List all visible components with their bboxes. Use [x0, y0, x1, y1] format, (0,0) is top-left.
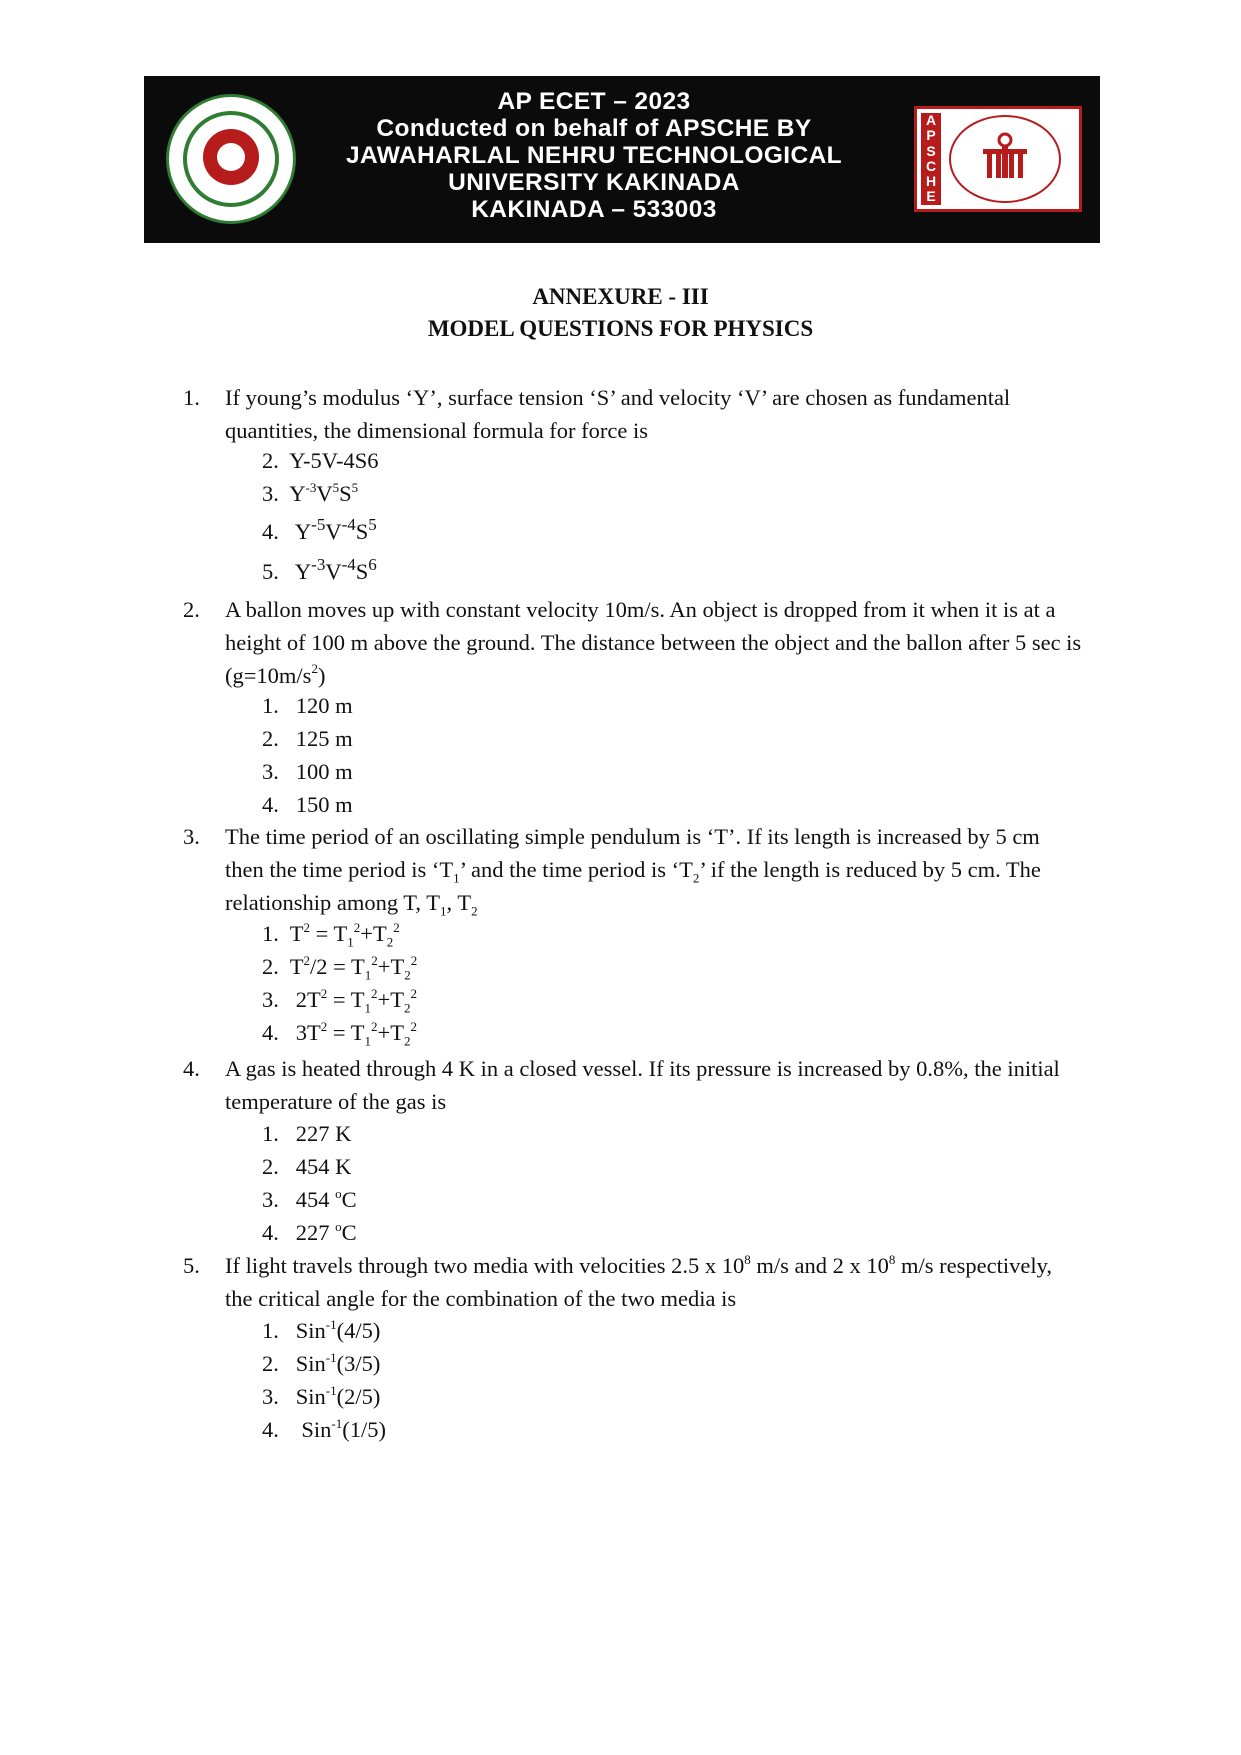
apsche-vertical-text: A P S C H E: [921, 113, 941, 205]
rose-emblem-icon: [203, 129, 259, 185]
banner-line-1: AP ECET – 2023: [497, 88, 691, 115]
option-q4-3: 3. 454 $^o$C: [262, 1185, 357, 1212]
banner-line-4: UNIVERSITY KAKINADA: [448, 169, 740, 196]
option-q2-1: 1. 120 m: [262, 693, 353, 718]
option-q5-2: 2. Sin$^{-1}$(3/5): [262, 1349, 381, 1376]
banner-title: [294, 88, 894, 223]
banner-line-2: Conducted on behalf of APSCHE BY: [376, 115, 812, 142]
option-q3-2: 2. $T^2/2 = T_1^2+T_2^2$: [262, 952, 418, 983]
option-q3-3: 3. $2T^2 = T_1^2+T_2^2$: [262, 985, 417, 1016]
annexure-heading: ANNEXURE - III: [532, 284, 709, 309]
option-q2-2: 2. 125 m: [262, 726, 353, 751]
option-q4-1: 1. 227 K: [262, 1121, 352, 1146]
question-text: A ballon moves up with constant velocity 10m/s. An object is dropped from it when it is at a height of 100 m above the ground. The distance between the object and the ballon after 5 sec is $(g=10m/s^2)$: [225, 597, 1082, 688]
option-q2-3: 3. 100 m: [262, 759, 353, 784]
question-number: 1.: [183, 385, 200, 410]
question-number: 3.: [183, 824, 200, 849]
option-q1-4: 5. $Y^{-3}V^{-4}S^6$: [262, 554, 377, 584]
option-q1-1: 2. Y-5V-4S6: [262, 448, 379, 473]
option-q2-4: 4. 150 m: [262, 792, 353, 817]
question-text: A gas is heated through 4 K in a closed vessel. If its pressure is increased by 0.8%, the initial temperature of the gas is: [225, 1056, 1060, 1114]
option-q5-4: 4. Sin$^{-1}$(1/5): [262, 1415, 386, 1442]
banner-line-5: KAKINADA – 533003: [471, 196, 717, 223]
apsche-emblem-icon: [973, 131, 1037, 181]
question-text: The time period of an oscillating simple pendulum is ‘T’. If its length is increased by 5 cm then the time period is ‘$T_1$’ and the time period is ‘$T_2$’ if the length is reduced by 5 cm. The relationship among T, $T_1$, $T_2$: [225, 824, 1041, 919]
option-q1-3: 4. $Y^{-5}V^{-4}S^5$: [262, 514, 377, 544]
option-q1-2: 3. $Y^{-3}V^5S^5$: [262, 479, 359, 506]
option-q3-4: 4. $3T^2 = T_1^2+T_2^2$: [262, 1018, 417, 1049]
option-q4-4: 4. 227 $^o$C: [262, 1218, 357, 1245]
option-q5-1: 1. Sin$^{-1}$(4/5): [262, 1316, 381, 1343]
question-number: 2.: [183, 597, 200, 622]
option-q4-2: 2. 454 K: [262, 1154, 352, 1179]
option-q3-1: 1. $T^2 = T_1^2+T_2^2$: [262, 919, 400, 950]
question-text: If light travels through two media with velocities 2.5 x $10^8$ m/s and 2 x $10^8$ m/s respectively, the critical angle for the combination of the two media is: [225, 1251, 1053, 1311]
banner-line-3: JAWAHARLAL NEHRU TECHNOLOGICAL: [345, 142, 843, 169]
question-text: If young’s modulus ‘Y’, surface tension ‘S’ and velocity ‘V’ are chosen as fundamental quantities, the dimensional formula for force is: [225, 385, 1011, 443]
option-q5-3: 3. Sin$^{-1}$(2/5): [262, 1382, 381, 1409]
question-number: 4.: [183, 1056, 200, 1081]
apsche-logo: [914, 106, 1082, 212]
jntuk-seal-logo: [166, 94, 296, 224]
question-number: 5.: [183, 1253, 200, 1278]
page-title: MODEL QUESTIONS FOR PHYSICS: [427, 316, 814, 341]
header-banner: [144, 76, 1100, 243]
